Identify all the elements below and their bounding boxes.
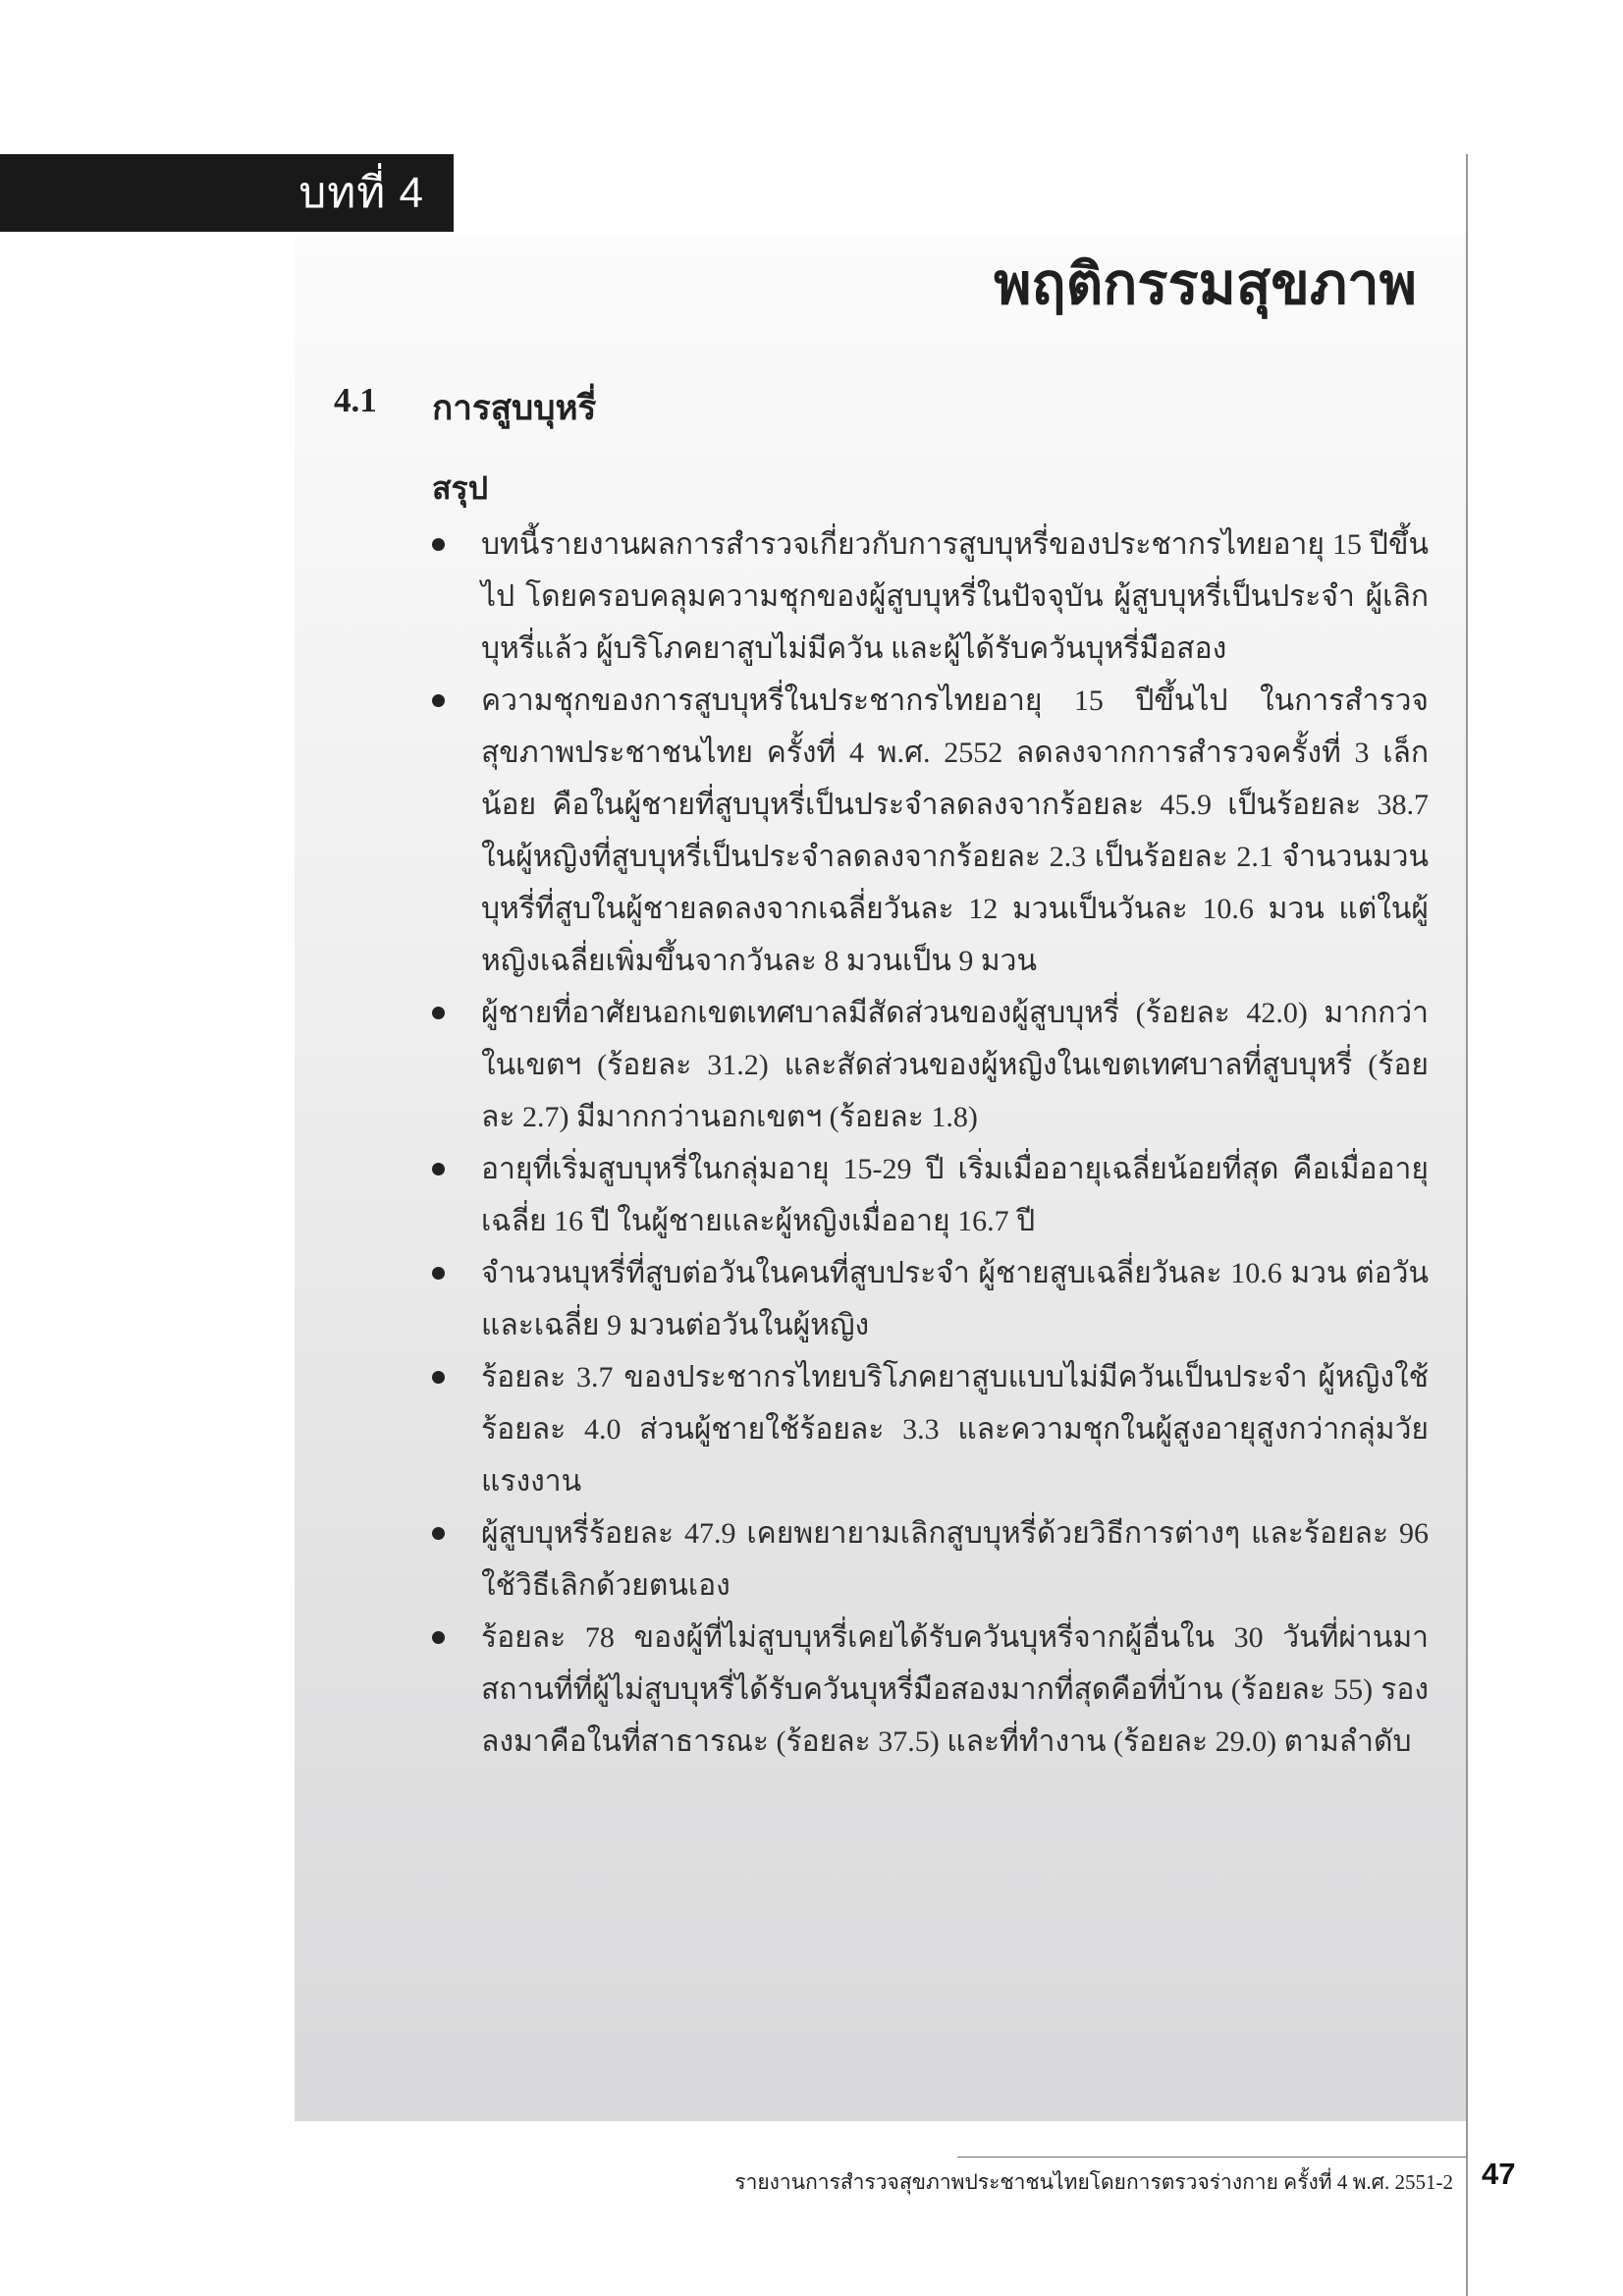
page-title: พฤติกรรมสุขภาพ xyxy=(994,252,1417,316)
bullet-text: บทนี้รายงานผลการสำรวจเกี่ยวกับการสูบบุหรี่ของประชากรไทยอายุ 15 ปีขึ้นไป โดยครอบคลุมความชุกของผู้สูบบุหรี่ในปัจจุบัน ผู้สูบบุหรี่เป็นประจำ ผู้เลิกบุหรี่แล้ว ผู้บริโภคยาสูบไม่มีควัน และผู้ได้รับควันบุหรี่มือสอง xyxy=(481,528,1429,665)
bullet-text: ร้อยละ 78 ของผู้ที่ไม่สูบบุหรี่เคยได้รับควันบุหรี่จากผู้อื่นใน 30 วันที่ผ่านมา สถานที่ที่ผู้ไม่สูบบุหรี่ได้รับควันบุหรี่มือสองมากที่สุดคือที่บ้าน (ร้อยละ 55) รองลงมาคือในที่สาธารณะ (ร้อยละ 37.5) และที่ทำงาน (ร้อยละ 29.0) ตามลำดับ xyxy=(481,1621,1429,1758)
bullet-list xyxy=(432,519,1429,1768)
bullet-icon xyxy=(432,1007,445,1019)
bullet-item xyxy=(432,519,1429,675)
bullet-text: ผู้ชายที่อาศัยนอกเขตเทศบาลมีสัดส่วนของผู้สูบบุหรี่ (ร้อยละ 42.0) มากกว่าในเขตฯ (ร้อยละ 31.2) และสัดส่วนของผู้หญิงในเขตเทศบาลที่สูบบุหรี่ (ร้อยละ 2.7) มีมากกว่านอกเขตฯ (ร้อยละ 1.8) xyxy=(481,997,1429,1133)
bullet-icon xyxy=(432,1527,445,1540)
bullet-item xyxy=(432,1143,1429,1247)
bullet-item xyxy=(432,1351,1429,1507)
bullet-icon xyxy=(432,1163,445,1175)
chapter-tag-label: บทที่ 4 xyxy=(298,168,424,217)
footer-rule xyxy=(957,2157,1466,2158)
bullet-item xyxy=(432,675,1429,987)
section-heading: การสูบบุหรี่ xyxy=(432,389,597,427)
section-number: 4.1 xyxy=(334,381,377,419)
bullet-item xyxy=(432,1507,1429,1612)
bullet-icon xyxy=(432,1371,445,1384)
right-vertical-rule xyxy=(1466,154,1468,2296)
bullet-icon xyxy=(432,1267,445,1280)
page-number: 47 xyxy=(1482,2157,1516,2191)
bullet-text: อายุที่เริ่มสูบบุหรี่ในกลุ่มอายุ 15-29 ปี เริ่มเมื่ออายุเฉลี่ยน้อยที่สุด คือเมื่ออายุเฉลี่ย 16 ปี ในผู้ชายและผู้หญิงเมื่ออายุ 16.7 ปี xyxy=(481,1153,1429,1237)
content-panel xyxy=(295,236,1466,2121)
bullet-text: ร้อยละ 3.7 ของประชากรไทยบริโภคยาสูบแบบไม่มีควันเป็นประจำ ผู้หญิงใช้ร้อยละ 4.0 ส่วนผู้ชายใช้ร้อยละ 3.3 และความชุกในผู้สูงอายุสูงกว่ากลุ่มวัยแรงงาน xyxy=(481,1361,1429,1498)
bullet-item xyxy=(432,1612,1429,1768)
bullet-icon xyxy=(432,1631,445,1644)
bullet-icon xyxy=(432,694,445,707)
bullet-icon xyxy=(432,538,445,551)
bullet-text: ความชุกของการสูบบุหรี่ในประชากรไทยอายุ 15 ปีขึ้นไป ในการสำรวจสุขภาพประชาชนไทย ครั้งที่ 4 พ.ศ. 2552 ลดลงจากการสำรวจครั้งที่ 3 เล็กน้อย คือในผู้ชายที่สูบบุหรี่เป็นประจำลดลงจากร้อยละ 45.9 เป็นร้อยละ 38.7 ในผู้หญิงที่สูบบุหรี่เป็นประจำลดลงจากร้อยละ 2.3 เป็นร้อยละ 2.1 จำนวนมวนบุหรี่ที่สูบในผู้ชายลดลงจากเฉลี่ยวันละ 12 มวนเป็นวันละ 10.6 มวน แต่ในผู้หญิงเฉลี่ยเพิ่มขึ้นจากวันละ 8 มวนเป็น 9 มวน xyxy=(481,684,1429,977)
bullet-item xyxy=(432,987,1429,1143)
bullet-item xyxy=(432,1247,1429,1351)
summary-label: สรุป xyxy=(432,470,489,506)
bullet-text: ผู้สูบบุหรี่ร้อยละ 47.9 เคยพยายามเลิกสูบบุหรี่ด้วยวิธีการต่างๆ และร้อยละ 96 ใช้วิธีเลิกด้วยตนเอง xyxy=(481,1517,1429,1602)
chapter-tag xyxy=(0,154,454,232)
footer-text: รายงานการสำรวจสุขภาพประชาชนไทยโดยการตรวจร่างกาย ครั้งที่ 4 พ.ศ. 2551-2 xyxy=(734,2170,1453,2194)
bullet-text: จำนวนบุหรี่ที่สูบต่อวันในคนที่สูบประจำ ผู้ชายสูบเฉลี่ยวันละ 10.6 มวน ต่อวัน และเฉลี่ย 9 มวนต่อวันในผู้หญิง xyxy=(481,1257,1429,1341)
